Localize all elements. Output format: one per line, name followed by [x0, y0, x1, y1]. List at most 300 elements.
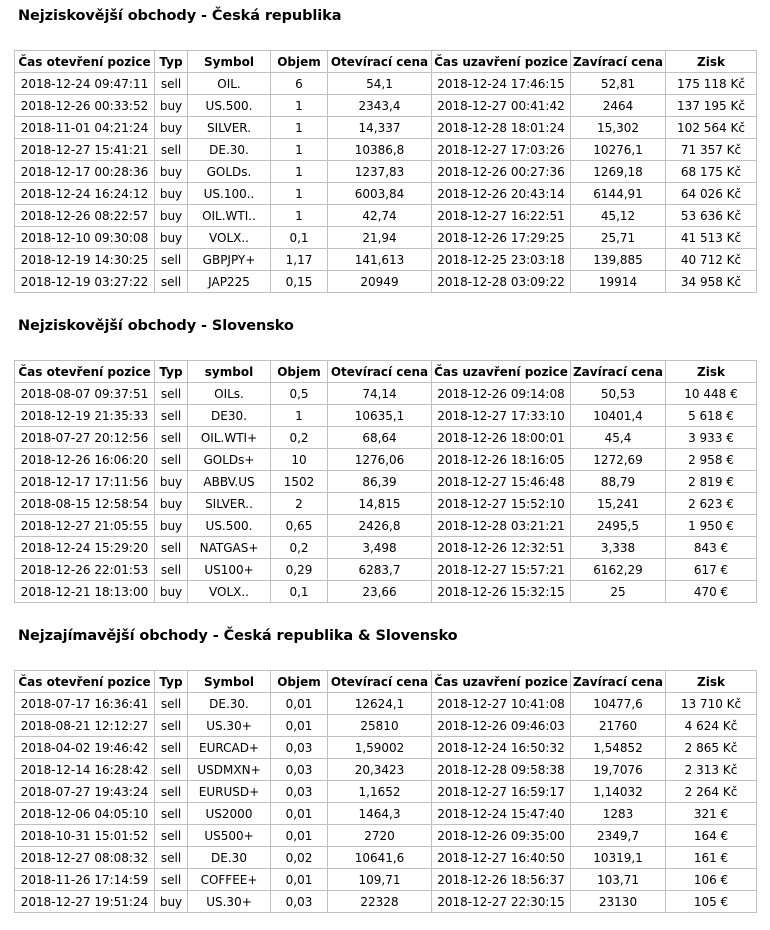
column-header-profit: Zisk	[666, 51, 757, 73]
cell-symbol: DE.30.	[188, 693, 271, 715]
table-row	[15, 271, 757, 293]
cell-profit: 106 €	[666, 869, 757, 891]
cell-close-time: 2018-12-27 15:46:48	[432, 471, 571, 493]
column-header-symbol: symbol	[188, 361, 271, 383]
cell-type: sell	[155, 73, 188, 95]
cell-open-time: 2018-12-27 21:05:55	[15, 515, 155, 537]
cell-volume: 0,03	[271, 759, 328, 781]
cell-close-price: 3,338	[571, 537, 666, 559]
cell-profit: 175 118 Kč	[666, 73, 757, 95]
cell-symbol: GBPJPY+	[188, 249, 271, 271]
cell-type: sell	[155, 737, 188, 759]
cell-close-time: 2018-12-27 00:41:42	[432, 95, 571, 117]
cell-profit: 41 513 Kč	[666, 227, 757, 249]
cell-profit: 2 865 Kč	[666, 737, 757, 759]
table-row	[15, 427, 757, 449]
cell-close-price: 15,302	[571, 117, 666, 139]
column-header-profit: Zisk	[666, 671, 757, 693]
cell-open-time: 2018-11-01 04:21:24	[15, 117, 155, 139]
cell-symbol: OILs.	[188, 383, 271, 405]
cell-volume: 0,29	[271, 559, 328, 581]
cell-symbol: DE.30.	[188, 139, 271, 161]
column-header-profit: Zisk	[666, 361, 757, 383]
cell-close-time: 2018-12-26 20:43:14	[432, 183, 571, 205]
cell-profit: 164 €	[666, 825, 757, 847]
cell-open-time: 2018-12-17 00:28:36	[15, 161, 155, 183]
table-row	[15, 405, 757, 427]
table-row	[15, 139, 757, 161]
cell-profit: 161 €	[666, 847, 757, 869]
cell-open-price: 2720	[328, 825, 432, 847]
column-header-close-time: Čas uzavření pozice	[432, 361, 571, 383]
cell-volume: 0,01	[271, 825, 328, 847]
table-row	[15, 825, 757, 847]
table-row	[15, 383, 757, 405]
cell-volume: 1	[271, 205, 328, 227]
cell-close-price: 1272,69	[571, 449, 666, 471]
column-header-type: Typ	[155, 51, 188, 73]
cell-type: buy	[155, 891, 188, 913]
cell-open-price: 12624,1	[328, 693, 432, 715]
cell-close-time: 2018-12-27 22:30:15	[432, 891, 571, 913]
cell-close-time: 2018-12-28 09:58:38	[432, 759, 571, 781]
cell-profit: 10 448 €	[666, 383, 757, 405]
cell-open-time: 2018-12-19 21:35:33	[15, 405, 155, 427]
cell-symbol: DE.30	[188, 847, 271, 869]
column-header-volume: Objem	[271, 51, 328, 73]
cell-symbol: VOLX..	[188, 227, 271, 249]
cell-close-time: 2018-12-26 18:16:05	[432, 449, 571, 471]
cell-type: buy	[155, 161, 188, 183]
cell-type: sell	[155, 559, 188, 581]
cell-volume: 0,03	[271, 781, 328, 803]
cell-close-price: 21760	[571, 715, 666, 737]
cell-profit: 64 026 Kč	[666, 183, 757, 205]
cell-volume: 0,5	[271, 383, 328, 405]
cell-open-time: 2018-12-24 16:24:12	[15, 183, 155, 205]
cell-profit: 53 636 Kč	[666, 205, 757, 227]
cell-profit: 2 313 Kč	[666, 759, 757, 781]
cell-profit: 13 710 Kč	[666, 693, 757, 715]
cell-open-time: 2018-08-21 12:12:27	[15, 715, 155, 737]
cell-volume: 1	[271, 139, 328, 161]
cell-close-time: 2018-12-27 16:40:50	[432, 847, 571, 869]
cell-open-price: 1,1652	[328, 781, 432, 803]
cell-open-time: 2018-12-21 18:13:00	[15, 581, 155, 603]
cell-open-time: 2018-07-17 16:36:41	[15, 693, 155, 715]
cell-symbol: GOLDs.	[188, 161, 271, 183]
cell-type: sell	[155, 759, 188, 781]
cell-close-price: 25,71	[571, 227, 666, 249]
cell-open-price: 25810	[328, 715, 432, 737]
cell-volume: 0,03	[271, 891, 328, 913]
cell-close-time: 2018-12-24 17:46:15	[432, 73, 571, 95]
table-row	[15, 449, 757, 471]
cell-close-time: 2018-12-26 12:32:51	[432, 537, 571, 559]
cell-volume: 0,15	[271, 271, 328, 293]
cell-symbol: US2000	[188, 803, 271, 825]
section-title-czech-republic: Nejziskovější obchody - Česká republika	[18, 8, 342, 24]
cell-volume: 1	[271, 95, 328, 117]
column-header-open-price: Otevírací cena	[328, 51, 432, 73]
cell-symbol: US.100..	[188, 183, 271, 205]
cell-open-price: 1237,83	[328, 161, 432, 183]
table-row	[15, 869, 757, 891]
cell-type: buy	[155, 183, 188, 205]
cell-type: buy	[155, 205, 188, 227]
cell-profit: 843 €	[666, 537, 757, 559]
cell-open-price: 10635,1	[328, 405, 432, 427]
cell-profit: 2 264 Kč	[666, 781, 757, 803]
table-row	[15, 117, 757, 139]
cell-close-price: 19,7076	[571, 759, 666, 781]
cell-type: sell	[155, 869, 188, 891]
cell-close-price: 15,241	[571, 493, 666, 515]
cell-open-price: 54,1	[328, 73, 432, 95]
cell-profit: 470 €	[666, 581, 757, 603]
cell-volume: 1	[271, 405, 328, 427]
table-row	[15, 781, 757, 803]
cell-close-price: 1283	[571, 803, 666, 825]
cell-open-price: 14,815	[328, 493, 432, 515]
cell-type: sell	[155, 847, 188, 869]
cell-volume: 1,17	[271, 249, 328, 271]
cell-open-price: 141,613	[328, 249, 432, 271]
table-row	[15, 693, 757, 715]
cell-close-price: 45,12	[571, 205, 666, 227]
cell-type: sell	[155, 693, 188, 715]
cell-volume: 0,01	[271, 715, 328, 737]
cell-type: sell	[155, 781, 188, 803]
cell-open-time: 2018-12-24 15:29:20	[15, 537, 155, 559]
table-row	[15, 847, 757, 869]
cell-close-time: 2018-12-27 16:22:51	[432, 205, 571, 227]
cell-symbol: OIL.	[188, 73, 271, 95]
table-row	[15, 95, 757, 117]
table-header-row	[15, 51, 757, 73]
cell-open-price: 1,59002	[328, 737, 432, 759]
cell-type: buy	[155, 117, 188, 139]
cell-type: sell	[155, 427, 188, 449]
cell-symbol: OIL.WTI+	[188, 427, 271, 449]
cell-close-price: 88,79	[571, 471, 666, 493]
cell-close-price: 103,71	[571, 869, 666, 891]
cell-open-time: 2018-12-17 17:11:56	[15, 471, 155, 493]
column-header-open-price: Otevírací cena	[328, 361, 432, 383]
table-row	[15, 891, 757, 913]
cell-open-price: 23,66	[328, 581, 432, 603]
column-header-open-time: Čas otevření pozice	[15, 51, 155, 73]
cell-profit: 617 €	[666, 559, 757, 581]
cell-close-price: 6162,29	[571, 559, 666, 581]
cell-symbol: SILVER.	[188, 117, 271, 139]
cell-close-time: 2018-12-28 03:09:22	[432, 271, 571, 293]
cell-open-time: 2018-12-26 16:06:20	[15, 449, 155, 471]
column-header-type: Typ	[155, 671, 188, 693]
cell-open-price: 21,94	[328, 227, 432, 249]
table-row	[15, 737, 757, 759]
cell-volume: 1	[271, 161, 328, 183]
table-row	[15, 183, 757, 205]
column-header-open-time: Čas otevření pozice	[15, 361, 155, 383]
cell-symbol: DE30.	[188, 405, 271, 427]
cell-close-time: 2018-12-26 17:29:25	[432, 227, 571, 249]
cell-open-price: 1276,06	[328, 449, 432, 471]
cell-volume: 0,03	[271, 737, 328, 759]
cell-close-time: 2018-12-26 15:32:15	[432, 581, 571, 603]
cell-open-time: 2018-12-27 19:51:24	[15, 891, 155, 913]
cell-open-price: 109,71	[328, 869, 432, 891]
column-header-symbol: Symbol	[188, 51, 271, 73]
cell-open-time: 2018-12-14 16:28:42	[15, 759, 155, 781]
cell-open-price: 74,14	[328, 383, 432, 405]
cell-volume: 0,1	[271, 227, 328, 249]
cell-open-price: 10386,8	[328, 139, 432, 161]
cell-open-price: 1464,3	[328, 803, 432, 825]
table-header-row	[15, 361, 757, 383]
interesting-trades-table	[14, 670, 757, 913]
table-row	[15, 581, 757, 603]
cell-type: sell	[155, 271, 188, 293]
cell-open-time: 2018-07-27 20:12:56	[15, 427, 155, 449]
table-row	[15, 161, 757, 183]
cell-close-price: 2349,7	[571, 825, 666, 847]
cell-close-price: 19914	[571, 271, 666, 293]
cell-profit: 137 195 Kč	[666, 95, 757, 117]
cell-close-price: 1,14032	[571, 781, 666, 803]
cell-close-price: 10319,1	[571, 847, 666, 869]
cell-open-price: 22328	[328, 891, 432, 913]
cell-profit: 105 €	[666, 891, 757, 913]
cell-close-time: 2018-12-26 18:00:01	[432, 427, 571, 449]
cell-type: sell	[155, 383, 188, 405]
cell-close-price: 2464	[571, 95, 666, 117]
cell-open-price: 2343,4	[328, 95, 432, 117]
cell-profit: 2 623 €	[666, 493, 757, 515]
cell-close-time: 2018-12-25 23:03:18	[432, 249, 571, 271]
cell-open-time: 2018-12-26 22:01:53	[15, 559, 155, 581]
cell-open-price: 6283,7	[328, 559, 432, 581]
cell-symbol: US.30+	[188, 891, 271, 913]
cell-open-price: 10641,6	[328, 847, 432, 869]
cell-close-time: 2018-12-26 18:56:37	[432, 869, 571, 891]
section-title-interesting-trades: Nejzajímavější obchody - Česká republika & Slovensko	[18, 628, 458, 644]
column-header-volume: Objem	[271, 361, 328, 383]
cell-profit: 71 357 Kč	[666, 139, 757, 161]
column-header-symbol: Symbol	[188, 671, 271, 693]
cell-close-price: 25	[571, 581, 666, 603]
cell-open-time: 2018-11-26 17:14:59	[15, 869, 155, 891]
cell-symbol: NATGAS+	[188, 537, 271, 559]
cell-symbol: EURUSD+	[188, 781, 271, 803]
cell-open-time: 2018-12-24 09:47:11	[15, 73, 155, 95]
cell-open-time: 2018-12-26 00:33:52	[15, 95, 155, 117]
cell-profit: 1 950 €	[666, 515, 757, 537]
cell-open-time: 2018-10-31 15:01:52	[15, 825, 155, 847]
table-row	[15, 559, 757, 581]
cell-profit: 5 618 €	[666, 405, 757, 427]
cell-type: buy	[155, 227, 188, 249]
cell-close-time: 2018-12-26 09:35:00	[432, 825, 571, 847]
cell-volume: 0,01	[271, 803, 328, 825]
cell-type: buy	[155, 95, 188, 117]
cell-close-time: 2018-12-26 00:27:36	[432, 161, 571, 183]
cell-profit: 3 933 €	[666, 427, 757, 449]
cell-volume: 1	[271, 117, 328, 139]
cell-type: buy	[155, 581, 188, 603]
cell-open-price: 14,337	[328, 117, 432, 139]
cell-type: buy	[155, 471, 188, 493]
cell-symbol: US500+	[188, 825, 271, 847]
cell-volume: 0,2	[271, 427, 328, 449]
cell-type: sell	[155, 537, 188, 559]
cell-open-time: 2018-08-15 12:58:54	[15, 493, 155, 515]
cell-open-price: 42,74	[328, 205, 432, 227]
cell-close-price: 139,885	[571, 249, 666, 271]
cell-type: buy	[155, 493, 188, 515]
cell-open-price: 20949	[328, 271, 432, 293]
cell-type: sell	[155, 715, 188, 737]
cell-volume: 0,02	[271, 847, 328, 869]
cell-close-price: 10276,1	[571, 139, 666, 161]
table-row	[15, 715, 757, 737]
cell-close-price: 1,54852	[571, 737, 666, 759]
cell-open-time: 2018-12-27 08:08:32	[15, 847, 155, 869]
cell-close-price: 6144,91	[571, 183, 666, 205]
cell-close-time: 2018-12-27 15:57:21	[432, 559, 571, 581]
cell-volume: 1502	[271, 471, 328, 493]
cell-open-time: 2018-12-26 08:22:57	[15, 205, 155, 227]
cell-open-price: 6003,84	[328, 183, 432, 205]
cell-open-price: 86,39	[328, 471, 432, 493]
cell-close-price: 2495,5	[571, 515, 666, 537]
cell-volume: 1	[271, 183, 328, 205]
cell-volume: 2	[271, 493, 328, 515]
top-trades-slovakia-table	[14, 360, 757, 603]
cell-close-time: 2018-12-27 10:41:08	[432, 693, 571, 715]
cell-type: sell	[155, 139, 188, 161]
table-row	[15, 73, 757, 95]
cell-open-time: 2018-12-19 14:30:25	[15, 249, 155, 271]
cell-profit: 68 175 Kč	[666, 161, 757, 183]
cell-profit: 2 819 €	[666, 471, 757, 493]
column-header-close-time: Čas uzavření pozice	[432, 51, 571, 73]
column-header-close-price: Zavírací cena	[571, 51, 666, 73]
column-header-close-time: Čas uzavření pozice	[432, 671, 571, 693]
cell-symbol: US.500.	[188, 95, 271, 117]
table-row	[15, 537, 757, 559]
cell-symbol: US100+	[188, 559, 271, 581]
column-header-open-price: Otevírací cena	[328, 671, 432, 693]
cell-close-time: 2018-12-28 03:21:21	[432, 515, 571, 537]
cell-volume: 0,01	[271, 869, 328, 891]
cell-open-time: 2018-12-19 03:27:22	[15, 271, 155, 293]
cell-close-time: 2018-12-24 15:47:40	[432, 803, 571, 825]
table-row	[15, 803, 757, 825]
table-header-row	[15, 671, 757, 693]
cell-close-price: 10401,4	[571, 405, 666, 427]
table-row	[15, 227, 757, 249]
cell-open-time: 2018-08-07 09:37:51	[15, 383, 155, 405]
top-trades-czech-table	[14, 50, 757, 293]
cell-symbol: US.30+	[188, 715, 271, 737]
cell-open-price: 3,498	[328, 537, 432, 559]
cell-open-price: 20,3423	[328, 759, 432, 781]
cell-symbol: USDMXN+	[188, 759, 271, 781]
cell-symbol: OIL.WTI..	[188, 205, 271, 227]
column-header-open-time: Čas otevření pozice	[15, 671, 155, 693]
cell-close-time: 2018-12-28 18:01:24	[432, 117, 571, 139]
cell-symbol: ABBV.US	[188, 471, 271, 493]
cell-close-time: 2018-12-27 17:33:10	[432, 405, 571, 427]
cell-close-time: 2018-12-27 17:03:26	[432, 139, 571, 161]
cell-profit: 40 712 Kč	[666, 249, 757, 271]
cell-close-time: 2018-12-24 16:50:32	[432, 737, 571, 759]
table-row	[15, 471, 757, 493]
cell-volume: 0,2	[271, 537, 328, 559]
cell-close-time: 2018-12-27 16:59:17	[432, 781, 571, 803]
cell-close-time: 2018-12-27 15:52:10	[432, 493, 571, 515]
table-row	[15, 205, 757, 227]
cell-symbol: JAP225	[188, 271, 271, 293]
cell-open-time: 2018-04-02 19:46:42	[15, 737, 155, 759]
cell-symbol: EURCAD+	[188, 737, 271, 759]
cell-type: sell	[155, 449, 188, 471]
column-header-type: Typ	[155, 361, 188, 383]
cell-type: sell	[155, 405, 188, 427]
cell-open-price: 2426,8	[328, 515, 432, 537]
cell-open-time: 2018-12-06 04:05:10	[15, 803, 155, 825]
cell-volume: 0,01	[271, 693, 328, 715]
cell-type: buy	[155, 515, 188, 537]
cell-volume: 0,1	[271, 581, 328, 603]
column-header-close-price: Zavírací cena	[571, 671, 666, 693]
column-header-close-price: Zavírací cena	[571, 361, 666, 383]
table-row	[15, 249, 757, 271]
cell-volume: 10	[271, 449, 328, 471]
cell-close-time: 2018-12-26 09:14:08	[432, 383, 571, 405]
cell-close-price: 52,81	[571, 73, 666, 95]
cell-type: sell	[155, 249, 188, 271]
cell-profit: 2 958 €	[666, 449, 757, 471]
cell-close-price: 1269,18	[571, 161, 666, 183]
cell-symbol: COFFEE+	[188, 869, 271, 891]
cell-profit: 321 €	[666, 803, 757, 825]
cell-open-time: 2018-07-27 19:43:24	[15, 781, 155, 803]
cell-volume: 6	[271, 73, 328, 95]
cell-symbol: US.500.	[188, 515, 271, 537]
cell-close-price: 50,53	[571, 383, 666, 405]
cell-volume: 0,65	[271, 515, 328, 537]
column-header-volume: Objem	[271, 671, 328, 693]
cell-close-price: 23130	[571, 891, 666, 913]
cell-profit: 34 958 Kč	[666, 271, 757, 293]
cell-profit: 102 564 Kč	[666, 117, 757, 139]
cell-close-time: 2018-12-26 09:46:03	[432, 715, 571, 737]
cell-open-price: 68,64	[328, 427, 432, 449]
cell-open-time: 2018-12-27 15:41:21	[15, 139, 155, 161]
cell-symbol: SILVER..	[188, 493, 271, 515]
cell-close-price: 10477,6	[571, 693, 666, 715]
table-row	[15, 515, 757, 537]
cell-profit: 4 624 Kč	[666, 715, 757, 737]
cell-type: sell	[155, 803, 188, 825]
cell-symbol: GOLDs+	[188, 449, 271, 471]
cell-open-time: 2018-12-10 09:30:08	[15, 227, 155, 249]
table-row	[15, 493, 757, 515]
section-title-slovakia: Nejziskovější obchody - Slovensko	[18, 318, 294, 334]
table-row	[15, 759, 757, 781]
